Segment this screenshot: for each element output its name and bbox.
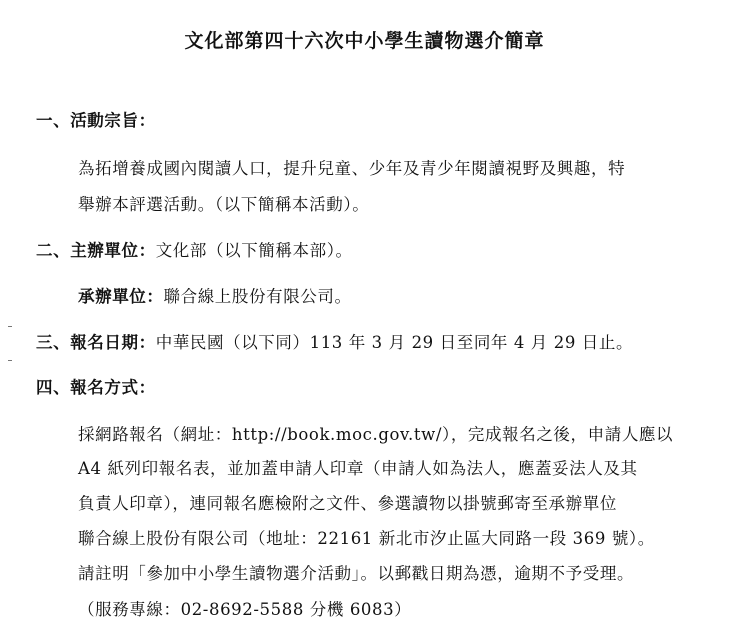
co-organizer-value: 聯合線上股份有限公司。 [163,287,352,306]
section-2-row [36,237,353,261]
scan-mark-1 [8,326,12,327]
section-1-line-1: 為拓增養成國內閱讀人口，提升兒童、少年及青少年閱讀視野及興趣，特 [78,159,626,178]
document-title: 文化部第四十六次中小學生讀物選介簡章 [184,30,545,52]
section-3-heading: 三、報名日期： [36,333,156,352]
section-3-row [36,329,633,353]
section-4-line-3: 負責人印章），連同報名應檢附之文件、參選讀物以掛號郵寄至承辦單位 [78,494,617,513]
section-4-line-5: 請註明「參加中小學生讀物選介活動」。以郵戳日期為憑，逾期不予受理。 [78,564,635,583]
section-4-line-1: 採網路報名（網址：http://book.moc.gov.tw/），完成報名之後，申請人應以 [78,425,674,444]
co-organizer-label: 承辦單位： [78,287,164,306]
section-2-organizer: 文化部（以下簡稱本部）。 [155,241,353,260]
section-4-line-6: （服務專線：02-8692-5588 分機 6083） [78,600,412,619]
scan-mark-2 [8,360,12,361]
section-4-heading: 四、報名方式： [36,378,156,397]
section-1-line-2: 舉辦本評選活動。（以下簡稱本活動）。 [78,195,370,214]
section-2-heading: 二、主辦單位： [36,241,156,260]
section-4-line-2: A4 紙列印報名表，並加蓋申請人印章（申請人如為法人，應蓋妥法人及其 [78,459,638,478]
section-4-line-4: 聯合線上股份有限公司（地址：22161 新北市汐止區大同路一段 369 號）。 [78,529,655,548]
registration-dates: 中華民國（以下同）113 年 3 月 29 日至同年 4 月 29 日止。 [155,333,634,352]
section-1-heading: 一、活動宗旨： [36,111,156,130]
section-2-co-row [78,283,352,307]
